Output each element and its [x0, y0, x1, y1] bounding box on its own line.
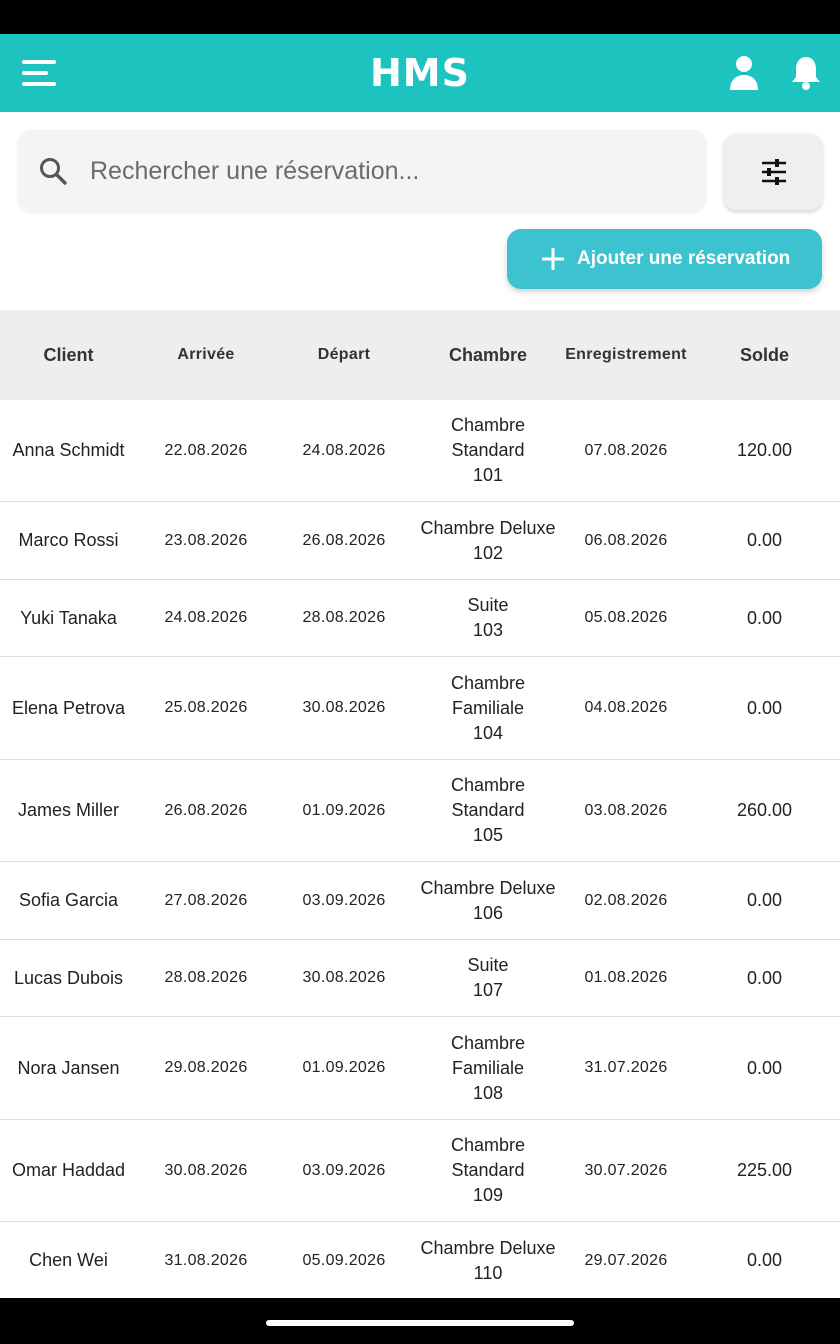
cell-departure: 28.08.2026	[302, 609, 386, 626]
room-type: Chambre Standard	[450, 1135, 526, 1180]
cell-client: Omar Haddad	[11, 1160, 126, 1180]
cell-room	[413, 671, 563, 746]
cell-departure: 03.09.2026	[302, 891, 386, 909]
room-type: Chambre Standard	[450, 775, 526, 820]
system-navigation-bar	[0, 1298, 840, 1344]
table-header	[0, 310, 840, 400]
cell-room	[413, 593, 563, 643]
cell-arrival: 22.08.2026	[164, 441, 248, 459]
room-number: 104	[472, 722, 504, 743]
table-row[interactable]	[0, 502, 840, 580]
table-row[interactable]	[0, 1222, 840, 1298]
cell-arrival: 28.08.2026	[164, 969, 248, 986]
room-number: 106	[472, 902, 504, 923]
room-number: 101	[472, 465, 504, 485]
search-input[interactable]	[90, 146, 690, 196]
cell-room	[413, 876, 563, 926]
column-header-arrival[interactable]: Arrivée	[177, 346, 235, 363]
cell-balance: 0.00	[746, 530, 783, 550]
room-type: Chambre Familiale	[450, 672, 526, 718]
user-icon[interactable]	[726, 54, 762, 92]
cell-arrival: 29.08.2026	[164, 1059, 248, 1076]
room-type: Chambre Deluxe	[420, 877, 556, 898]
add-reservation-button[interactable]	[507, 229, 822, 289]
search-bar	[18, 130, 706, 212]
cell-registration: 01.08.2026	[584, 969, 668, 986]
cell-room	[413, 1236, 563, 1286]
cell-registration: 03.08.2026	[584, 801, 668, 819]
add-reservation-label: Ajouter une réservation	[577, 248, 791, 269]
cell-registration: 29.07.2026	[584, 1251, 668, 1269]
sliders-icon	[760, 158, 788, 186]
cell-registration: 31.07.2026	[584, 1059, 668, 1076]
app-bar	[0, 34, 840, 112]
cell-client: Marco Rossi	[18, 530, 119, 550]
room-type: Chambre Deluxe	[420, 517, 556, 538]
room-number: 102	[472, 542, 504, 563]
room-number: 110	[473, 1262, 503, 1283]
room-type: Chambre Standard	[450, 415, 526, 460]
cell-departure: 05.09.2026	[302, 1251, 386, 1269]
cell-client: Elena Petrova	[11, 697, 126, 718]
room-number: 107	[472, 980, 504, 1000]
column-header-balance[interactable]: Solde	[739, 344, 789, 365]
cell-client: Anna Schmidt	[12, 440, 125, 460]
room-type: Suite	[467, 955, 509, 975]
cell-client: Yuki Tanaka	[20, 607, 117, 628]
table-row[interactable]	[0, 1017, 840, 1120]
cell-registration: 05.08.2026	[584, 609, 668, 626]
cell-arrival: 25.08.2026	[164, 699, 248, 716]
app-screen	[0, 34, 840, 1298]
plus-icon	[541, 247, 565, 271]
cell-departure: 01.09.2026	[302, 801, 386, 819]
table-row[interactable]	[0, 940, 840, 1017]
cell-arrival: 26.08.2026	[164, 801, 248, 819]
cell-balance: 260.00	[736, 800, 793, 820]
filter-button[interactable]	[724, 134, 822, 210]
cell-departure: 30.08.2026	[302, 699, 386, 716]
room-number: 103	[472, 620, 504, 640]
cell-registration: 30.07.2026	[584, 1161, 668, 1179]
cell-arrival: 30.08.2026	[164, 1161, 248, 1179]
cell-room	[413, 773, 563, 848]
bell-icon[interactable]	[788, 54, 824, 92]
cell-client: Sofia Garcia	[18, 890, 119, 910]
room-type: Chambre Deluxe	[420, 1237, 556, 1258]
cell-client: James Miller	[17, 800, 119, 820]
cell-client: Lucas Dubois	[13, 967, 124, 988]
table-row[interactable]	[0, 1120, 840, 1222]
cell-balance: 225.00	[736, 1160, 793, 1180]
search-icon	[38, 156, 68, 186]
column-header-room[interactable]: Chambre	[448, 344, 528, 365]
room-type: Chambre Familiale	[450, 1032, 526, 1078]
cell-departure: 30.08.2026	[302, 969, 386, 986]
cell-client: Chen Wei	[29, 1250, 108, 1270]
cell-balance: 0.00	[746, 890, 783, 910]
cell-room	[413, 1031, 563, 1106]
cell-departure: 01.09.2026	[302, 1059, 386, 1076]
cell-arrival: 31.08.2026	[164, 1251, 248, 1269]
cell-balance: 0.00	[746, 607, 783, 628]
room-type: Suite	[467, 595, 509, 615]
cell-room	[413, 413, 563, 488]
cell-arrival: 27.08.2026	[164, 891, 248, 909]
status-bar	[0, 0, 840, 34]
room-number: 109	[472, 1185, 504, 1205]
room-number: 108	[472, 1082, 504, 1103]
cell-registration: 06.08.2026	[584, 531, 668, 549]
table-row[interactable]	[0, 657, 840, 760]
column-header-client[interactable]: Client	[43, 344, 94, 365]
cell-room	[413, 516, 563, 566]
cell-departure: 03.09.2026	[302, 1161, 386, 1179]
cell-balance: 0.00	[746, 1057, 783, 1078]
cell-balance: 120.00	[736, 440, 793, 460]
cell-balance: 0.00	[746, 967, 783, 988]
cell-room	[413, 953, 563, 1003]
column-header-registration[interactable]: Enregistrement	[565, 346, 687, 363]
table-row[interactable]	[0, 862, 840, 940]
cell-departure: 24.08.2026	[302, 441, 386, 459]
cell-arrival: 23.08.2026	[164, 531, 248, 549]
cell-balance: 0.00	[746, 697, 783, 718]
cell-registration: 02.08.2026	[584, 891, 668, 909]
app-logo: HMS	[370, 51, 470, 95]
cell-arrival: 24.08.2026	[164, 609, 248, 626]
home-gesture-bar[interactable]	[266, 1320, 574, 1326]
cell-departure: 26.08.2026	[302, 531, 386, 549]
table-row[interactable]	[0, 580, 840, 657]
cell-room	[413, 1133, 563, 1208]
column-header-departure[interactable]: Départ	[317, 346, 371, 363]
table-row[interactable]	[0, 400, 840, 502]
cell-balance: 0.00	[746, 1250, 783, 1270]
cell-registration: 07.08.2026	[584, 441, 668, 459]
table-row[interactable]	[0, 760, 840, 862]
cell-registration: 04.08.2026	[584, 699, 668, 716]
cell-client: Nora Jansen	[17, 1057, 120, 1078]
room-number: 105	[472, 825, 504, 845]
reservations-table	[0, 310, 840, 1298]
